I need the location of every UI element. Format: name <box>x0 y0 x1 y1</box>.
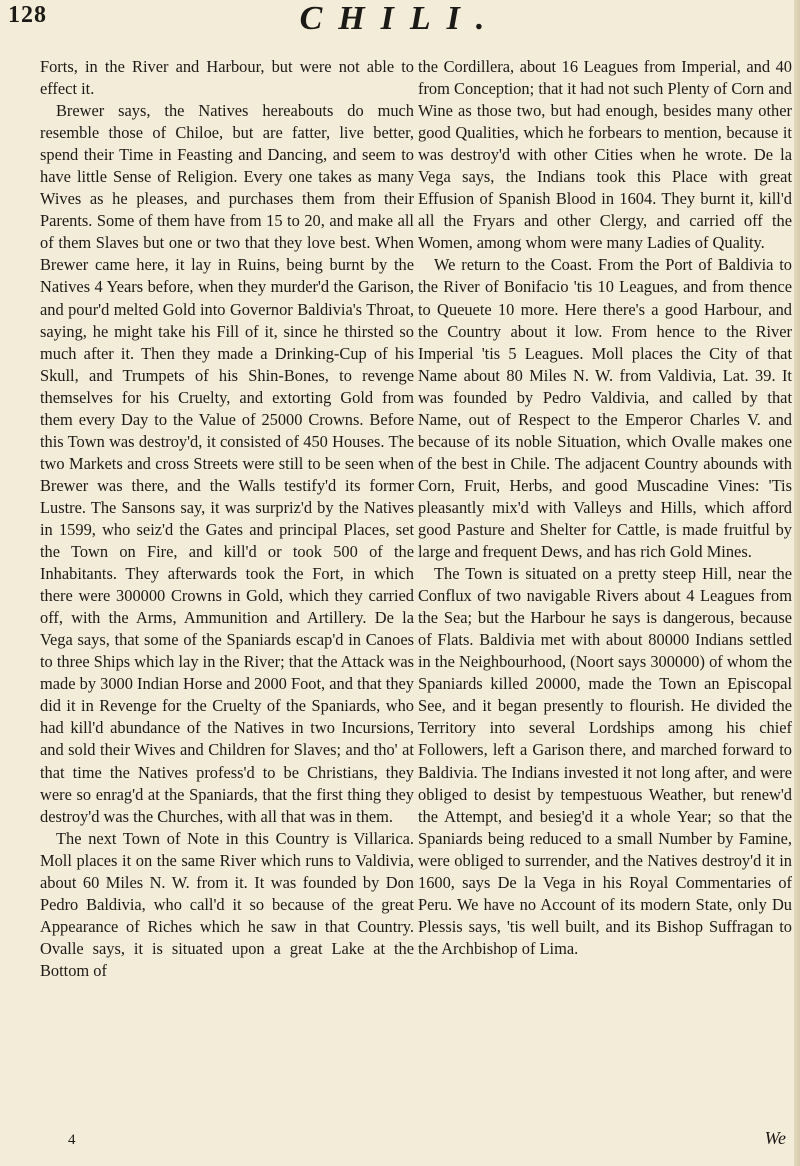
left-paragraph-1: Forts, in the River and Harbour, but were not able to effect it. <box>40 57 414 99</box>
page-number: 128 <box>8 2 47 28</box>
signature-mark: 4 <box>68 1132 76 1148</box>
left-column <box>40 56 414 1126</box>
page-edge <box>794 0 800 1166</box>
right-column <box>418 56 792 1126</box>
left-paragraph-2: Brewer says, the Natives hereabouts do much resemble those of Chiloe, but are fatter, live better, spend their Time in Feasting and Dancing, and seem to have little Sense of Religion. Every one takes as many Wives as he pleases, and purchases them from their Parents. Some of them have from 15 to 20, and make all of them Slaves but one or two that they love best. When Brewer came here, it lay in Ruins, being burnt by the Natives 4 Years before, when they murder'd the Garison, and pour'd melted Gold into Governor Baldivia's Throat, saying, he might take his Fill of it, since he thirsted so much after it. Then they made a Drinking-Cup of his Skull, and Trumpets of his Shin-Bones, to revenge themselves for his Cruelty, and extorting Gold from them every Day to the Value of 25000 Crowns. Before this Town was destroy'd, it consisted of 450 Houses. The two Markets and cross Streets were still to be seen when Brewer was there, and the Walls testify'd its former Lustre. The Sansons say, it was surpriz'd by the Natives in 1599, who seiz'd the Gates and principal Places, set the Town on Fire, and kill'd or took 500 of the Inhabitants. They afterwards took the Fort, in which there were 300000 Crowns in Gold, which they carried off, with the Arms, Ammunition and Artillery. De la Vega says, that some of the Spaniards escap'd in Canoes to three Ships which lay in the River; that the Attack was made by 3000 Indian Horse and 2000 Foot, and that they did it in Revenge for the Cruelty of the Spaniards, who had kill'd abundance of the Natives in two Incursions, and sold their Wives and Children for Slaves; and tho' at that time the Natives profess'd to be Christians, they were so enrag'd at the Spaniards, that the first thing they destroy'd was the Churches, with all that was in them. <box>40 101 414 826</box>
catchword: We <box>764 1128 786 1148</box>
left-paragraph-3: The next Town of Note in this Country is Villarica. Moll places it on the same River which runs to Valdivia, about 60 Miles N. W. from it. It was founded by Don Pedro Baldivia, who call'd it so because of the great Appearance of Riches which he saw in that Country. Ovalle says, it is situated upon a great Lake at the Bottom of <box>40 828 414 980</box>
page-header <box>0 0 800 40</box>
right-paragraph-3: The Town is situated on a pretty steep Hill, near the Conflux of two navigable Rivers about 4 Leagues from the Sea; but the Harbour he says is dangerous, because of Flats. Baldivia met with about 80000 Indians settled in the Neighbourhood, (Noort says 300000) of whom the Spaniards killed 20000, made the Town an Episcopal See, and it began presently to flourish. He divided the Territory into several Lordships among his chief Followers, left a Garison there, and marched forward to Baldivia. The Indians invested it not long after, and were obliged to desist by tempestuous Weather, but renew'd the Attempt, and besieg'd it a whole Year; so that the Spaniards being reduced to a small Number by Famine, were obliged to surrender, and the Natives destroy'd it in 1600, says De la Vega in his Royal Commentaries of Peru. We have no Account of its modern State, only Du Plessis says, 'tis well built, and its Bishop Suffragan to the Archbishop of Lima. <box>418 564 792 958</box>
right-paragraph-1: the Cordillera, about 16 Leagues from Imperial, and 40 from Conception; that it had not such Plenty of Corn and Wine as those two, but had enough, besides many other good Qualities, which he forbears to mention, because it was destroy'd with other Cities when he wrote. De la Vega says, the Indians took this Place with great Effusion of Spanish Blood in 1604. They burnt it, kill'd all the Fryars and other Clergy, and carried off the Women, among whom were many Ladies of Quality. <box>418 57 792 253</box>
running-head: CHILI. <box>299 0 501 37</box>
right-paragraph-2: We return to the Coast. From the Port of Baldivia to the River of Bonifacio 'tis 10 Leagues, and from thence to Queuete 10 more. Here there's a good Harbour, and the Country about it low. From hence to the River Imperial 'tis 5 Leagues. Moll places the City of that Name about 80 Miles N. W. from Valdivia, Lat. 39. It was founded by Pedro Valdivia, and called by that Name, out of Respect to the Emperor Charles V. and because of its noble Situation, which Ovalle makes one of the best in Chile. The adjacent Country abounds with Corn, Fruit, Herbs, and good Muscadine Vines: 'Tis pleasantly mix'd with Valleys and Hills, which afford good Pasture and Shelter for Cattle, is made fruitful by large and frequent Dews, and has rich Gold Mines. <box>418 255 792 562</box>
